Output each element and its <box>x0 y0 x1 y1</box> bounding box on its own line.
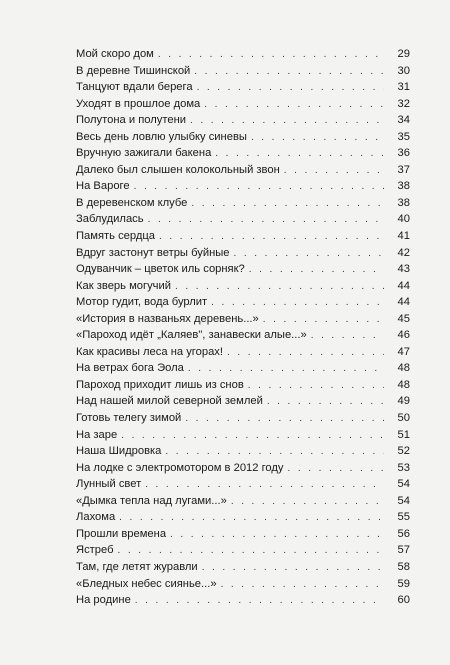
dot-leader <box>221 577 384 594</box>
dot-leader <box>197 80 384 97</box>
toc-entry-title: Весь день ловлю улыбку синевы <box>76 130 247 143</box>
toc-entry <box>76 344 410 361</box>
dot-leader <box>175 279 384 296</box>
dot-leader <box>248 378 384 395</box>
toc-entry-title: На заре <box>76 428 118 441</box>
toc-entry-page: 37 <box>397 163 410 176</box>
toc-entry-title: Там, где летят журавли <box>76 560 198 573</box>
toc-entry <box>76 460 410 477</box>
toc-entry <box>76 377 410 394</box>
dot-leader <box>119 510 384 527</box>
toc-entry <box>76 112 410 129</box>
dot-leader <box>159 229 384 246</box>
toc-entry <box>76 63 410 80</box>
toc-entry-title: «История в названьях деревень...» <box>76 312 259 325</box>
toc-entry-title: Лунный свет <box>76 478 142 491</box>
dot-leader <box>288 461 384 478</box>
toc-entry-title: Прошли времена <box>76 527 167 540</box>
toc-entry-title: На родине <box>76 594 131 607</box>
toc-entry-title: На лодке с электромотором в 2012 году <box>76 461 284 474</box>
toc-entry <box>76 79 410 96</box>
dot-leader <box>234 246 384 263</box>
dot-leader <box>165 444 384 461</box>
toc-entry-title: Мой скоро дом <box>76 48 154 60</box>
toc-entry <box>76 427 410 444</box>
toc-entry-page: 53 <box>397 461 410 474</box>
dot-leader <box>118 543 384 560</box>
dot-leader <box>227 345 384 362</box>
toc-entry-title: Вручную зажигали бакена <box>76 147 212 160</box>
toc-entry-page: 36 <box>397 147 410 160</box>
toc-entry <box>76 493 410 510</box>
toc-entry-title: Как зверь могучий <box>76 279 171 292</box>
dot-leader <box>135 593 384 610</box>
toc-entry-title: «Дымка тепла над лугами...» <box>76 494 227 507</box>
toc-entry-page: 38 <box>397 180 410 193</box>
toc-entry-page: 46 <box>397 329 410 342</box>
toc-entry-title: Ястреб <box>76 544 114 557</box>
toc-entry-title: Лахома <box>76 511 116 524</box>
toc-entry <box>76 129 410 146</box>
dot-leader <box>231 494 384 511</box>
dot-leader <box>251 130 384 147</box>
toc-entry-page: 58 <box>397 560 410 573</box>
dot-leader <box>190 113 384 130</box>
toc-entry-title: Наша Шидровка <box>76 445 162 458</box>
toc-entry-page: 54 <box>397 494 410 507</box>
toc-entry-page: 59 <box>397 577 410 590</box>
toc-entry <box>76 526 410 543</box>
toc-entry-page: 45 <box>397 312 410 325</box>
dot-leader <box>311 328 384 345</box>
toc-entry-page: 35 <box>397 130 410 143</box>
toc-entry-page: 50 <box>397 412 410 425</box>
dot-leader <box>215 146 384 163</box>
toc-entry-page: 44 <box>397 279 410 292</box>
toc-entry-page: 42 <box>397 246 410 259</box>
dot-leader <box>158 47 384 64</box>
dot-leader <box>263 312 384 329</box>
toc-entry <box>76 162 410 179</box>
toc-entry <box>76 211 410 228</box>
toc-entry <box>76 509 410 526</box>
dot-leader <box>211 295 384 312</box>
toc-entry-page: 43 <box>397 263 410 276</box>
dot-leader <box>185 411 384 428</box>
toc-entry-page: 32 <box>397 97 410 110</box>
toc-entry <box>76 393 410 410</box>
dot-leader <box>249 262 384 279</box>
toc-entry <box>76 261 410 278</box>
dot-leader <box>134 179 384 196</box>
toc-entry-title: Над нашей милой северной землей <box>76 395 263 408</box>
toc-entry <box>76 145 410 162</box>
toc-entry-title: Мотор гудит, вода бурлит <box>76 296 208 309</box>
toc-entry-page: 34 <box>397 114 410 127</box>
toc-entry-title: Далеко был слышен колокольный звон <box>76 163 280 176</box>
toc-entry <box>76 410 410 427</box>
toc-entry-title: Заблудилась <box>76 213 144 226</box>
toc-entry-page: 31 <box>397 81 410 94</box>
toc-entry-title: Полутона и полутени <box>76 114 187 127</box>
toc-entry-page: 40 <box>397 213 410 226</box>
toc-entry <box>76 96 410 113</box>
toc-entry-title: Пароход приходит лишь из снов <box>76 378 244 391</box>
dot-leader <box>204 97 384 114</box>
toc-entry <box>76 476 410 493</box>
dot-leader <box>191 196 384 213</box>
toc-entry-page: 47 <box>397 345 410 358</box>
toc-entry <box>76 245 410 262</box>
toc-entry-page: 29 <box>397 48 410 60</box>
toc-entry <box>76 443 410 460</box>
toc-entry <box>76 294 410 311</box>
toc-entry-page: 57 <box>397 544 410 557</box>
toc-entry-title: Готовь телегу зимой <box>76 412 182 425</box>
dot-leader <box>188 361 384 378</box>
toc-entry-page: 60 <box>397 594 410 607</box>
toc-entry-title: Вдруг застонут ветры буйные <box>76 246 230 259</box>
toc-entry-title: Как красивы леса на угорах! <box>76 345 223 358</box>
table-of-contents <box>76 46 410 609</box>
dot-leader <box>267 394 384 411</box>
toc-entry <box>76 46 410 63</box>
toc-entry-page: 38 <box>397 196 410 209</box>
toc-entry <box>76 327 410 344</box>
toc-entry <box>76 178 410 195</box>
toc-entry-page: 56 <box>397 527 410 540</box>
dot-leader <box>121 428 384 445</box>
toc-entry-title: В деревенском клубе <box>76 196 188 209</box>
toc-entry-title: На Вароге <box>76 180 130 193</box>
toc-entry <box>76 195 410 212</box>
toc-entry-title: «Бледных небес сиянье...» <box>76 577 217 590</box>
toc-entry-title: Танцуют вдали берега <box>76 81 193 94</box>
toc-entry <box>76 311 410 328</box>
toc-entry-title: Одуванчик – цветок иль сорняк? <box>76 263 245 276</box>
toc-entry-page: 49 <box>397 395 410 408</box>
dot-leader <box>202 560 384 577</box>
toc-entry-page: 30 <box>397 64 410 77</box>
toc-entry-page: 51 <box>397 428 410 441</box>
toc-entry <box>76 542 410 559</box>
toc-entry-page: 44 <box>397 296 410 309</box>
toc-entry-page: 41 <box>397 230 410 243</box>
dot-leader <box>170 527 384 544</box>
toc-entry <box>76 360 410 377</box>
dot-leader <box>284 163 384 180</box>
toc-entry-title: На ветрах бога Эола <box>76 362 184 375</box>
toc-entry-page: 48 <box>397 362 410 375</box>
toc-entry-title: В деревне Тишинской <box>76 64 191 77</box>
toc-entry-page: 55 <box>397 511 410 524</box>
toc-entry-title: Уходят в прошлое дома <box>76 97 201 110</box>
dot-leader <box>145 477 384 494</box>
toc-entry <box>76 592 410 609</box>
toc-entry-page: 52 <box>397 445 410 458</box>
toc-entry-page: 54 <box>397 478 410 491</box>
toc-entry-page: 48 <box>397 378 410 391</box>
toc-entry <box>76 559 410 576</box>
toc-entry <box>76 228 410 245</box>
dot-leader <box>148 212 384 229</box>
toc-entry-title: Память сердца <box>76 230 156 243</box>
toc-entry <box>76 576 410 593</box>
toc-entry <box>76 278 410 295</box>
toc-entry-title: «Пароход идёт „Каляев", занавески алые...» <box>76 329 307 342</box>
dot-leader <box>194 64 384 81</box>
